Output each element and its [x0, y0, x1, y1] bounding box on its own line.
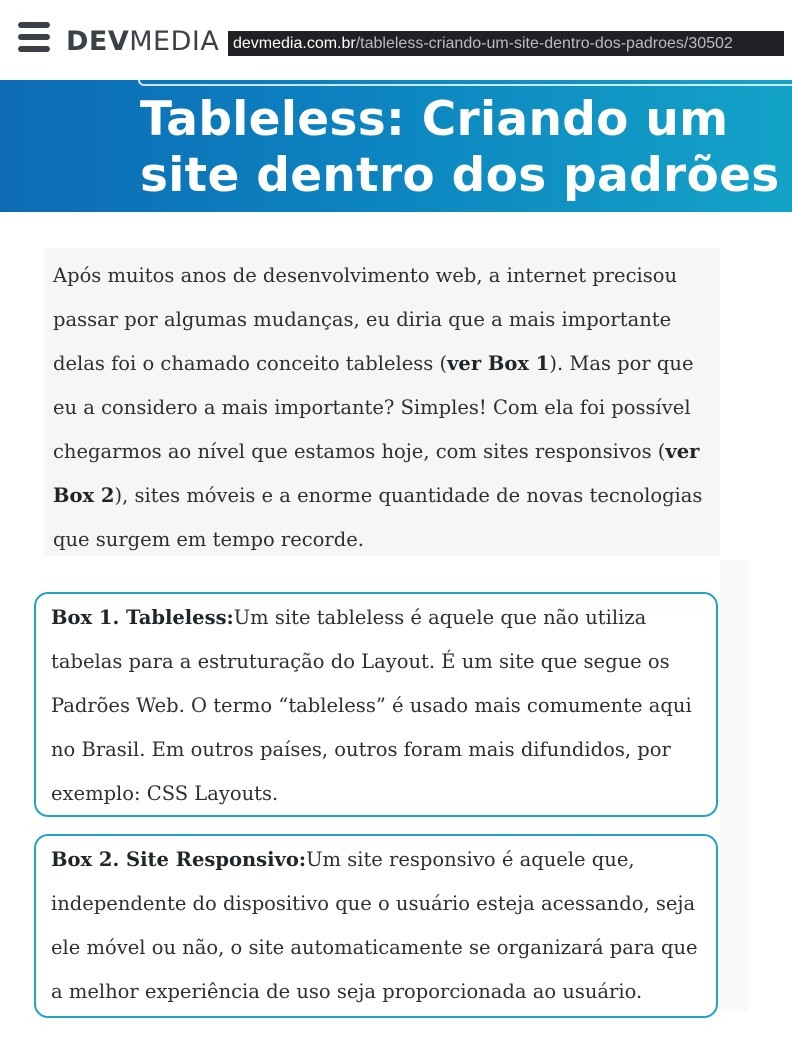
- url-path: /tableless-criando-um-site-dentro-dos-padroes/30502: [355, 35, 733, 52]
- devmedia-logo[interactable]: [66, 22, 219, 62]
- page-title: Tableless: Criando um site dentro dos padrões: [140, 92, 780, 203]
- box1-heading: Box 1. Tableless:: [51, 606, 234, 629]
- box2-heading: Box 2. Site Responsivo:: [51, 848, 307, 871]
- intro-text-3: ), sites móveis e a enorme quantidade de novas tecnologias que surgem em tempo recorde.: [53, 484, 703, 551]
- box2-site-responsivo: [34, 834, 718, 1018]
- url-bar[interactable]: [228, 31, 784, 56]
- top-bar: [0, 0, 792, 80]
- box1-body: Um site tableless é aquele que não utiliza tabelas para a estruturação do Layout. É um site que segue os Padrões Web. O termo “tableless” é usado mais comumente aqui no Brasil. Em outros países, outros foram mais difundidos, por exemplo: CSS Layouts.: [51, 606, 692, 805]
- intro-text-1: Após muitos anos de desenvolvimento web, a internet precisou passar por algumas mudanças, eu diria que a mais importante delas foi o chamado conceito tableless (: [53, 264, 678, 375]
- box2-reference-link: ver Box 2: [53, 440, 700, 507]
- logo-light-text: MEDIA: [129, 26, 220, 57]
- hamburger-menu-icon[interactable]: [18, 22, 50, 54]
- logo-bold-text: DEV: [66, 26, 130, 57]
- intro-text-2: ). Mas por que eu a considero a mais importante? Simples! Com ela foi possível chegarmos ao nível que estamos hoje, com sites responsivos (: [53, 352, 694, 463]
- intro-paragraph: [44, 248, 720, 562]
- intro-paragraph-block: [44, 248, 720, 556]
- box1-content: [36, 594, 716, 816]
- box2-body: Um site responsivo é aquele que, independente do dispositivo que o usuário esteja acessando, seja ele móvel ou não, o site automaticamente se organizará para que a melhor experiência de uso seja proporcionada ao usuário.: [51, 848, 698, 1003]
- box1-tableless: [34, 592, 718, 817]
- content-gutter: [720, 560, 748, 1012]
- hero-decorative-line: [138, 80, 792, 86]
- box1-reference-link: ver Box 1: [447, 352, 550, 375]
- url-domain: devmedia.com.br: [233, 35, 356, 52]
- box2-content: [36, 836, 716, 1014]
- hero-banner: [0, 80, 792, 212]
